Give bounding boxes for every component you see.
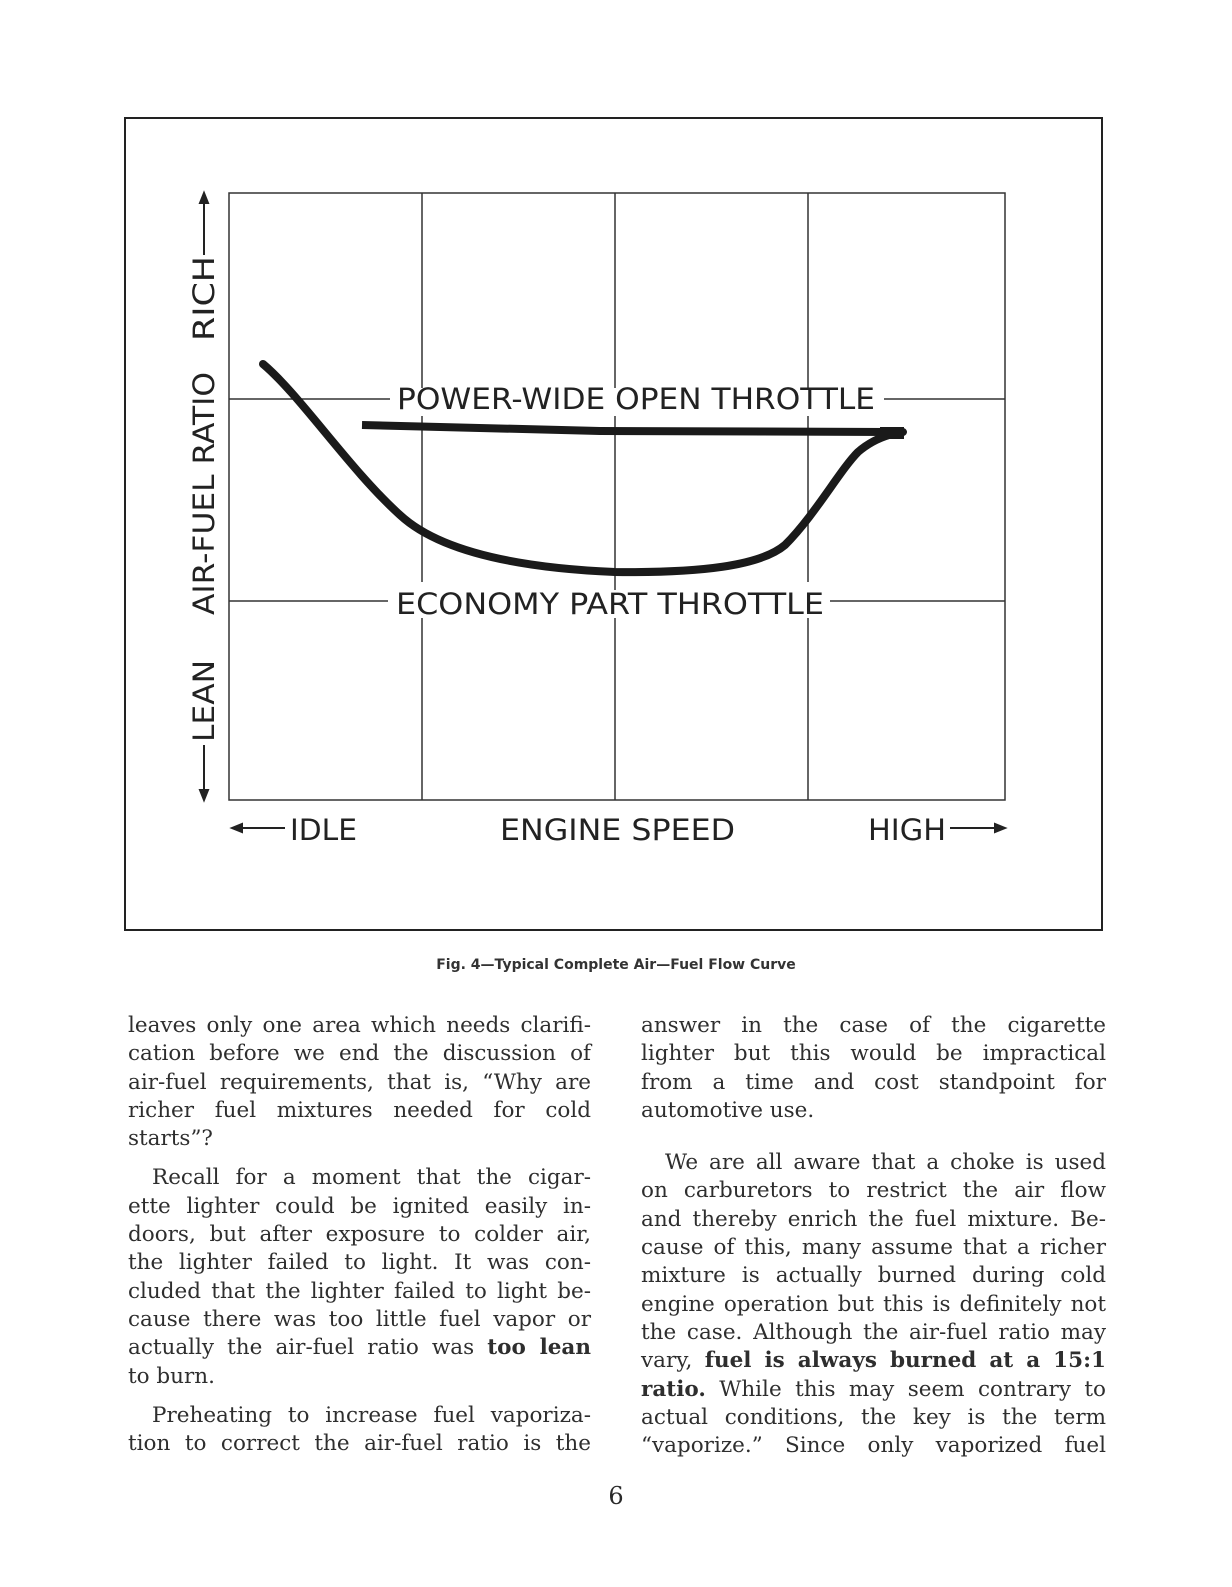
text-line: from a time and cost standpoint for <box>641 1069 1106 1095</box>
y-axis-lean-label: LEAN <box>187 665 221 742</box>
text-line <box>641 1376 1106 1404</box>
text-span: actually the air-fuel ratio was <box>128 1335 488 1361</box>
paragraph <box>641 1012 1106 1125</box>
text-line <box>128 1334 591 1362</box>
bold-text: fuel is always burned at a 15:1 <box>704 1348 1106 1374</box>
text-line: leaves only one area which needs clarifi- <box>128 1013 591 1038</box>
text-line: Recall for a moment that the cigar- <box>152 1165 591 1191</box>
text-line: answer in the case of the cigarette <box>641 1013 1106 1038</box>
text-line: lighter but this would be impractical <box>641 1041 1106 1067</box>
text-line: We are all aware that a choke is used <box>665 1150 1106 1176</box>
text-line: “vaporize.” Since only vaporized fuel <box>641 1433 1106 1459</box>
paragraph <box>128 1402 591 1459</box>
text-line: on carburetors to restrict the air flow <box>641 1178 1106 1204</box>
text-line: to burn. <box>128 1363 215 1389</box>
text-line: actual conditions, the key is the term <box>641 1404 1106 1430</box>
bold-text: ratio. <box>641 1376 706 1402</box>
arrow-up-icon <box>200 193 208 255</box>
paragraph <box>128 1012 591 1153</box>
figure-caption: Fig. 4—Typical Complete Air—Fuel Flow Curve <box>436 957 796 973</box>
x-axis-title: ENGINE SPEED <box>500 813 735 847</box>
text-line: cation before we end the discussion of <box>128 1041 591 1067</box>
paragraph <box>128 1164 591 1390</box>
x-axis-high-label: HIGH <box>868 813 946 847</box>
power-curve-label: POWER-WIDE OPEN THROTTLE <box>397 382 875 416</box>
left-column <box>128 1012 591 1469</box>
text-line: engine operation but this is definitely not <box>641 1291 1106 1317</box>
text-line: mixture is actually burned during cold <box>641 1263 1106 1289</box>
arrow-right-icon <box>950 824 1005 832</box>
text-line: the case. Although the air-fuel ratio may <box>641 1319 1106 1345</box>
text-line: cluded that the lighter failed to light be- <box>128 1278 591 1304</box>
paragraph <box>641 1149 1106 1460</box>
text-line: richer fuel mixtures needed for cold <box>128 1097 591 1123</box>
right-column <box>641 1012 1106 1471</box>
x-axis-idle-label: IDLE <box>290 813 357 847</box>
text-line <box>641 1347 1106 1375</box>
text-line: cause there was too little fuel vapor or <box>128 1306 591 1332</box>
text-line: cause of this, many assume that a richer <box>641 1235 1106 1261</box>
text-line: starts”? <box>128 1126 213 1152</box>
arrow-down-icon <box>200 745 208 800</box>
text-span: vary, <box>641 1348 705 1374</box>
text-line: ette lighter could be ignited easily in- <box>128 1193 591 1219</box>
arrow-left-icon <box>232 824 285 832</box>
power-curve <box>362 425 903 432</box>
text-line: automotive use. <box>641 1097 815 1123</box>
text-line: doors, but after exposure to colder air, <box>128 1222 591 1248</box>
page-number: 6 <box>608 1482 624 1510</box>
text-line: the lighter failed to light. It was con- <box>128 1250 591 1276</box>
text-line: and thereby enrich the fuel mixture. Be- <box>641 1206 1106 1232</box>
y-axis-title: AIR-FUEL RATIO <box>187 389 221 615</box>
text-line: Preheating to increase fuel vaporiza- <box>152 1402 591 1428</box>
y-axis-rich-label: RICH <box>187 270 221 341</box>
text-line: air-fuel requirements, that is, “Why are <box>128 1069 591 1095</box>
economy-curve-label: ECONOMY PART THROTTLE <box>396 587 824 621</box>
figure-frame <box>125 118 1102 930</box>
text-span: While this may seem contrary to <box>705 1376 1106 1402</box>
plot-grid <box>229 193 1005 800</box>
text-line: tion to correct the air-fuel ratio is the <box>128 1431 591 1457</box>
bold-text: too lean <box>487 1335 591 1361</box>
